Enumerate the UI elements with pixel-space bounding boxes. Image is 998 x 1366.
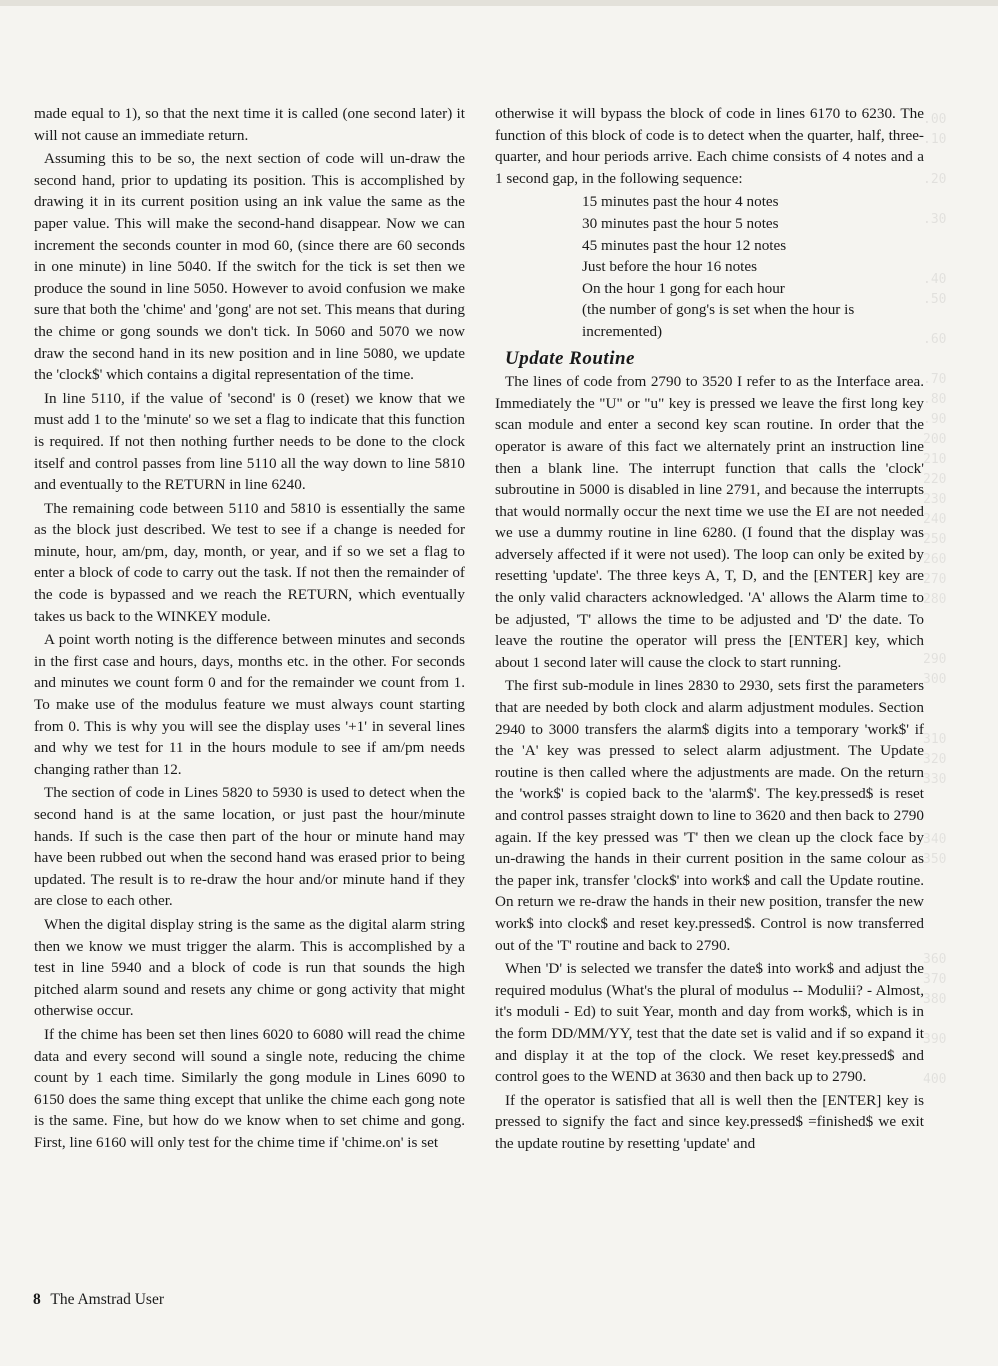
paragraph: When the digital display string is the same as the digital alarm string then we know we must trigger the alarm. This is accomplished by a test in line 5940 and a block of code is run that sounds the high pitched alarm sound and resets any chime or gong activity that might otherwise occur. (34, 915, 465, 1020)
page-top-edge (0, 0, 998, 6)
right-column (495, 103, 924, 1157)
chime-sequence-list (495, 191, 924, 342)
page-footer (33, 1291, 164, 1309)
page-number: 8 (33, 1291, 41, 1308)
paragraph: The remaining code between 5110 and 5810 is essentially the same as the block just described. We test to see if a change is needed for minute, hour, am/pm, day, month, or year, and if so we set a flag to enter a block of code to carry out the task. If not then the remainder of the code is bypassed and we reach the RETURN, which eventually takes us back to the WINKEY module. (34, 499, 465, 625)
list-item: (the number of gong's is set when the hour is (582, 301, 855, 319)
paragraph: If the operator is satisfied that all is well then the [ENTER] key is pressed to signify the fact and since key.pressed$ =finished$ we exit the update routine by resetting 'update' and (495, 1091, 924, 1152)
list-item: On the hour 1 gong for each hour (582, 279, 785, 297)
list-item: 30 minutes past the hour 5 notes (582, 214, 779, 232)
paragraph: If the chime has been set then lines 6020 to 6080 will read the chime data and every second will sound a single note, reducing the chime count by 1 each time. Similarly the gong module in Lines 6090 to 6150 does the same thing except that unlike the chime each gong note is the same. Fine, but how do we know when to set chime and gong. First, line 6160 will only test for the chime time if 'chime.on' is set (34, 1025, 465, 1151)
left-column (34, 103, 465, 1156)
paragraph: The first sub-module in lines 2830 to 2930, sets first the parameters that are needed by both clock and alarm adjustment modules. Section 2940 to 3000 transfers the alarm$ digits into a temporary 'work$' if the 'A' key was pressed to select alarm adjustment. The Update routine is then called where the adjustments are made. On the return the 'work$' is copied back to the 'alarm$'. The key.pressed$ is reset and control passes straight down to line to 3620 and then back to 2790 again. If the key pressed was 'T' then we clean up the clock face by un-drawing the hands in their current position in the same colour as the paper ink, transfer 'clock$' into work$ and call the Update routine. On return we re-draw the hands in their new position, transfer the new work$ into clock$ and reset key.pressed$. Control is now transferred out of the 'T' routine and back to 2790. (495, 677, 924, 954)
section-heading: Update Routine (505, 347, 635, 369)
list-item: 45 minutes past the hour 12 notes (582, 236, 787, 254)
paragraph: The section of code in Lines 5820 to 5930 is used to detect when the second hand is at the same location, or just past the hour/minute hands. If such is the case then part of the hour or minute hand may have been rubbed out when the second hand was erased prior to being updated. The result is to re-draw the hour and/or minute hand if they are close to each other. (34, 784, 465, 910)
paragraph: When 'D' is selected we transfer the date$ into work$ and adjust the required modulus (What's the plural of modulus -- Modulii? - Almost, it's moduli - Ed) to suit Year, month and day from work$, which is in the form DD/MM/YY, test that the date set is valid and if so expand it and display it at the top of the clock. We reset key.pressed$ and control goes to the WEND at 3630 and then back up to 2790. (495, 960, 924, 1086)
show-through-code: .00 .10 .20 .30 .40 .50 .60 .70 .80 .90 200 210 220 230 240 250 260 270 280 290 300 310 320 330 340 350 360 370 380 390 400 (923, 112, 947, 1087)
paragraph: Assuming this to be so, the next section of code will un-draw the second hand, prior to updating its position. This is accomplished by drawing it in its current position using an ink value the same as the paper value. This will make the second-hand disappear. Now we can increment the seconds counter in mod 60, (since there are 60 seconds in one minute) in line 5040. If the switch for the tick is set then we produce the sound in line 5050. However to avoid confusion we make sure that both the 'chime' and 'gong' are not set. This means that during the chime or gong sounds we don't tick. In 5060 and 5070 we now draw the second hand in its new position and in line 5080, we update the 'clock$' which contains a digital representation of the time. (34, 150, 465, 384)
paragraph: A point worth noting is the difference between minutes and seconds in the first case and hours, days, months etc. in the other. For seconds and minutes we count form 0 and for the remainder we count from 1. To make use of the modulus feature we must always count starting from 0. This is why you will see the display uses '+1' in several lines and why we test for 11 in the hours module to see if am/pm needs changing rather than 12. (34, 631, 465, 778)
paragraph: made equal to 1), so that the next time it is called (one second later) it will not cause an immediate return. (34, 105, 465, 144)
list-item: 15 minutes past the hour 4 notes (582, 193, 779, 211)
paragraph: In line 5110, if the value of 'second' is 0 (reset) we know that we must add 1 to the 'minute' so we set a flag to indicate that this function is required. If not then nothing further needs to be done to the clock itself and control passes from line 5110 all the way down to line 5810 and eventually to the RETURN in line 6240. (34, 389, 465, 494)
publication-name: The Amstrad User (50, 1291, 164, 1308)
paragraph: otherwise it will bypass the block of code in lines 6170 to 6230. The function of this block of code is to detect when the quarter, half, three-quarter, and hour periods arrive. Each chime consists of 4 notes and a 1 second gap, in the following sequence: (495, 105, 924, 187)
list-item: Just before the hour 16 notes (582, 258, 758, 276)
list-item: incremented) (582, 322, 663, 340)
paragraph: The lines of code from 2790 to 3520 I refer to as the Interface area. Immediately the "U" or "u" key is pressed we leave the first long key scan module and enter a second key scan routine. In order that the operator is aware of this fact we alternately print an instruction line then a blank line. The interrupt function that calls the 'clock' subroutine in 5000 is disabled in line 2791, and because the interrupts that would normally occur the next time we use the EI are not needed we use a dummy routine in line 6280. (I found that the display was adversely affected if it were not used). The loop can only be exited by resetting 'update'. The three keys A, T, D, and the [ENTER] key are the only valid characters acknowledged. 'A' allows the Alarm time to be adjusted, 'T' allows the time to be adjusted and 'D' the date. To leave the routine the operator will press the [ENTER] key, which about 1 second later will cause the clock to start running. (495, 373, 924, 671)
